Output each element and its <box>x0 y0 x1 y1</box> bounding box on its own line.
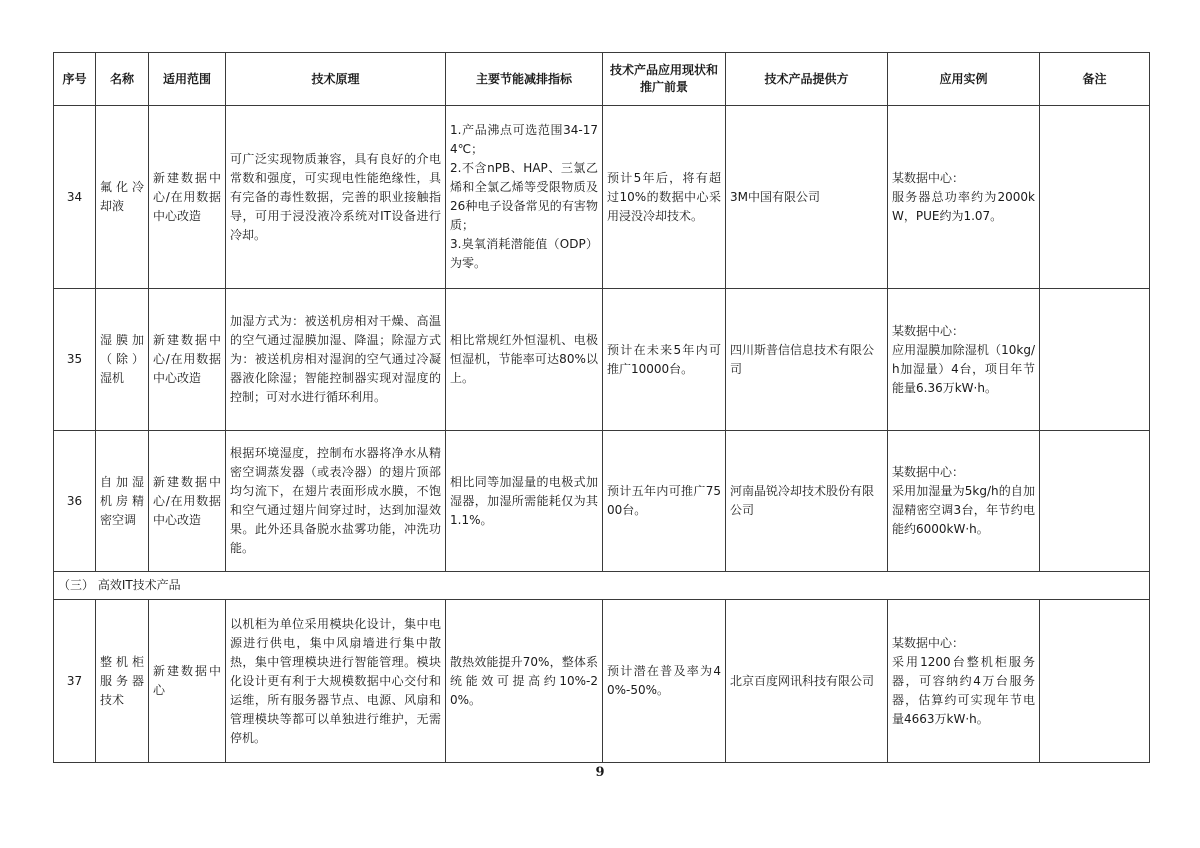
example-line: 某数据中心： <box>892 170 965 185</box>
row-scope: 新建数据中心/在用数据中心改造 <box>149 431 226 572</box>
row-status: 预计5年后，将有超过10%的数据中心采用浸没冷却技术。 <box>603 106 726 289</box>
header-scope: 适用范围 <box>149 53 226 106</box>
section-title: （三） 高效IT技术产品 <box>54 572 1150 600</box>
row-principle: 可广泛实现物质兼容，具有良好的介电常数和强度，可实现电性能绝缘性，具有完备的毒性数据，完善的职业接触指导，可用于浸没液冷系统对IT设备进行冷却。 <box>226 106 446 289</box>
row-remark <box>1040 431 1150 572</box>
row-provider: 河南晶锐冷却技术股份有限公司 <box>726 431 888 572</box>
table-row <box>54 600 1150 763</box>
table-row <box>54 106 1150 289</box>
metric-line: 相比同等加湿量的电极式加湿器，加湿所需能耗仅为其1.1%。 <box>450 474 598 527</box>
header-example: 应用实例 <box>888 53 1040 106</box>
header-name: 名称 <box>96 53 149 106</box>
row-status: 预计五年内可推广7500台。 <box>603 431 726 572</box>
table-row <box>54 289 1150 431</box>
row-example <box>888 289 1040 431</box>
metric-line: 相比常规红外恒湿机、电极恒湿机，节能率可达80%以上。 <box>450 333 598 385</box>
example-line: 应用湿膜加除湿机（10kg/h加湿量）4台，项目年节能量6.36万kW·h。 <box>892 342 1035 395</box>
section-row <box>54 572 1150 600</box>
header-status: 技术产品应用现状和推广前景 <box>603 53 726 106</box>
row-remark <box>1040 106 1150 289</box>
row-example <box>888 431 1040 572</box>
row-provider: 北京百度网讯科技有限公司 <box>726 600 888 763</box>
row-principle: 加湿方式为：被送机房相对干燥、高温的空气通过湿膜加湿、降温；除湿方式为：被送机房相对湿润的空气通过冷凝器液化除湿；智能控制器实现对湿度的控制；可对水进行循环利用。 <box>226 289 446 431</box>
row-scope: 新建数据中心 <box>149 600 226 763</box>
table-row <box>54 431 1150 572</box>
row-provider: 3M中国有限公司 <box>726 106 888 289</box>
example-line: 采用1200台整机柜服务器，可容纳约4万台服务器，估算约可实现年节电量4663万kW·h。 <box>892 654 1035 726</box>
page-number: 9 <box>595 765 605 780</box>
row-principle: 以机柜为单位采用模块化设计，集中电源进行供电，集中风扇墙进行集中散热，集中管理模块进行智能管理。模块化设计更有利于大规模数据中心交付和运维，所有服务器节点、电源、风扇和管理模块等都可以单独进行维护，无需停机。 <box>226 600 446 763</box>
example-line: 某数据中心： <box>892 635 965 650</box>
example-line: 采用加湿量为5kg/h的自加湿精密空调3台，年节约电能约6000kW·h。 <box>892 484 1035 536</box>
example-line: 服务器总功率约为2000kW，PUE约为1.07。 <box>892 189 1035 223</box>
row-scope: 新建数据中心/在用数据中心改造 <box>149 289 226 431</box>
table-header-row <box>54 53 1150 106</box>
row-principle: 根据环境湿度，控制布水器将净水从精密空调蒸发器（或表冷器）的翅片顶部均匀流下，在翅片表面形成水膜，不饱和空气通过翅片间穿过时，达到加湿效果。此外还具备脱水盐雾功能，冲洗功能。 <box>226 431 446 572</box>
example-line: 某数据中心： <box>892 323 965 338</box>
row-index: 37 <box>54 600 96 763</box>
row-index: 35 <box>54 289 96 431</box>
example-line: 某数据中心： <box>892 465 965 479</box>
row-status: 预计在未来5年内可推广10000台。 <box>603 289 726 431</box>
row-remark <box>1040 289 1150 431</box>
row-index: 34 <box>54 106 96 289</box>
row-scope: 新建数据中心/在用数据中心改造 <box>149 106 226 289</box>
row-name: 氟化冷却液 <box>96 106 149 289</box>
row-name: 湿膜加（除）湿机 <box>96 289 149 431</box>
row-example <box>888 600 1040 763</box>
technology-table <box>53 52 1150 763</box>
metric-line: 散热效能提升70%，整体系统能效可提高约10%-20%。 <box>450 654 598 707</box>
row-index: 36 <box>54 431 96 572</box>
header-index: 序号 <box>54 53 96 106</box>
row-metrics <box>446 289 603 431</box>
row-example <box>888 106 1040 289</box>
header-provider: 技术产品提供方 <box>726 53 888 106</box>
row-name: 整机柜服务器技术 <box>96 600 149 763</box>
row-name: 自加湿机房精密空调 <box>96 431 149 572</box>
row-metrics <box>446 106 603 289</box>
metric-line: 1.产品沸点可选范围34-174℃； <box>450 123 598 156</box>
metric-line: 2.不含nPB、HAP、三氯乙烯和全氯乙烯等受限物质及26种电子设备常见的有害物质； <box>450 161 598 232</box>
row-provider: 四川斯普信信息技术有限公司 <box>726 289 888 431</box>
row-remark <box>1040 600 1150 763</box>
header-remark: 备注 <box>1040 53 1150 106</box>
header-principle: 技术原理 <box>226 53 446 106</box>
row-metrics <box>446 431 603 572</box>
row-metrics <box>446 600 603 763</box>
header-metrics: 主要节能减排指标 <box>446 53 603 106</box>
row-status: 预计潜在普及率为40%-50%。 <box>603 600 726 763</box>
metric-line: 3.臭氧消耗潜能值（ODP）为零。 <box>450 237 598 270</box>
